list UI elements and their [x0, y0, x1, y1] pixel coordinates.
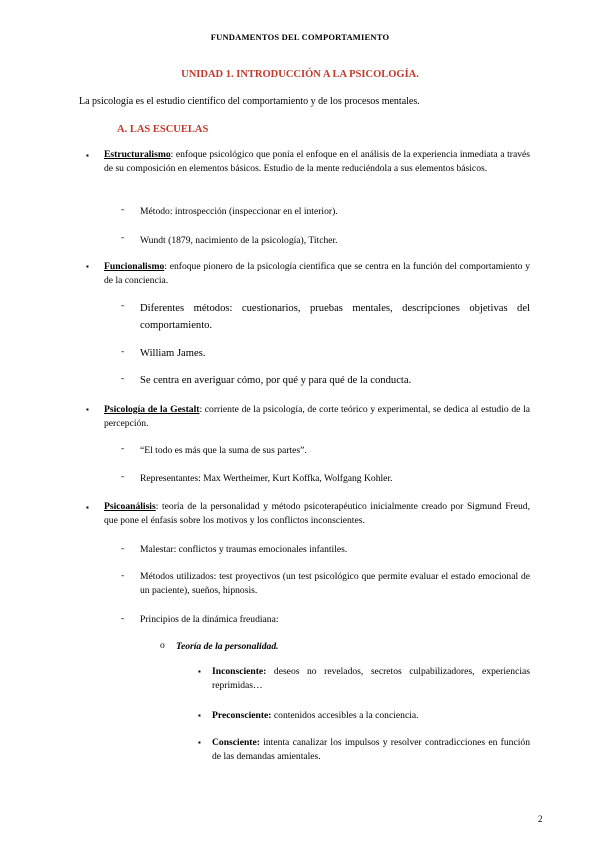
paragraph-gestalt: [104, 403, 530, 431]
paragraph-estructuralismo: [104, 148, 530, 176]
list-item: Método: introspección (inspeccionar en el interior).: [140, 206, 338, 217]
dash-bullet-icon: -: [121, 300, 125, 311]
list-item: Representantes: Max Wertheimer, Kurt Koffka, Wolfgang Kohler.: [140, 473, 393, 484]
section-title: A. LAS ESCUELAS: [117, 124, 209, 135]
square-bullet-icon: ▪: [86, 405, 89, 414]
term-estructuralismo: Estructuralismo: [104, 149, 171, 160]
unit-title: UNIDAD 1. INTRODUCCIÓN A LA PSICOLOGÍA.: [181, 69, 419, 80]
term-funcionalismo: Funcionalismo: [104, 261, 165, 272]
square-bullet-icon: ▪: [198, 738, 201, 747]
paragraph-funcionalismo: [104, 260, 530, 288]
definition-estructuralismo: : enfoque psicológico que ponía el enfoque en el análisis de la experiencia inmediata a través de su composición en elementos básicos. Estudio de la mente reduciéndola a sus elementos básicos.: [104, 149, 530, 174]
square-bullet-icon: ▪: [86, 503, 89, 512]
subheading-personalidad: Teoría de la personalidad.: [176, 641, 279, 652]
level-preconsciente: [212, 709, 530, 723]
square-bullet-icon: ▪: [86, 151, 89, 160]
term-inconsciente: Inconsciente:: [212, 666, 267, 677]
term-psicoanalisis: Psicoanálisis: [104, 501, 156, 512]
square-bullet-icon: ▪: [86, 262, 89, 271]
list-item: Wundt (1879, nacimiento de la psicología), Titcher.: [140, 235, 338, 246]
dash-bullet-icon: -: [121, 373, 125, 384]
dash-bullet-icon: -: [121, 232, 125, 243]
dash-bullet-icon: -: [121, 346, 125, 357]
definition-inconsciente: deseos no revelados, secretos culpabilizadores, experiencias reprimidas…: [212, 666, 530, 691]
term-consciente: Consciente:: [212, 737, 260, 748]
definition-gestalt: : corriente de la psicología, de corte teórico y experimental, se dedica al estudio de la percepción.: [104, 404, 531, 429]
term-gestalt: Psicología de la Gestalt: [104, 404, 200, 415]
circle-bullet-icon: o: [160, 640, 165, 651]
paragraph-psicoanalisis: [104, 500, 530, 528]
dash-bullet-icon: -: [121, 543, 125, 554]
dash-bullet-icon: -: [121, 570, 125, 581]
square-bullet-icon: ▪: [198, 711, 201, 720]
list-item: “El todo es más que la suma de sus partes”.: [140, 445, 307, 456]
term-preconsciente: Preconsciente:: [212, 710, 272, 721]
list-item: Malestar: conflictos y traumas emocionales infantiles.: [140, 544, 348, 555]
dash-bullet-icon: -: [121, 443, 125, 454]
list-item: William James.: [140, 348, 206, 359]
dash-bullet-icon: -: [121, 613, 125, 624]
running-header: FUNDAMENTOS DEL COMPORTAMIENTO: [210, 32, 390, 42]
definition-funcionalismo: : enfoque pionero de la psicología científica que se centra en la función del comportamiento y de la conciencia.: [104, 261, 530, 286]
intro-paragraph: La psicología es el estudio científico del comportamiento y de los procesos mentales.: [79, 96, 420, 107]
square-bullet-icon: ▪: [198, 667, 201, 676]
level-consciente: [212, 736, 530, 764]
list-item: Se centra en averiguar cómo, por qué y para qué de la conducta.: [140, 375, 412, 386]
dash-bullet-icon: -: [121, 204, 125, 215]
definition-preconsciente: contenidos accesibles a la conciencia.: [271, 710, 419, 721]
list-item: Principios de la dinámica freudiana:: [140, 614, 279, 625]
definition-consciente: intenta canalizar los impulsos y resolver contradicciones en función de las demandas amientales.: [212, 737, 530, 762]
list-item: Diferentes métodos: cuestionarios, pruebas mentales, descripciones objetivas del comportamiento.: [140, 303, 530, 331]
level-inconsciente: [212, 665, 530, 693]
definition-psicoanalisis: : teoría de la personalidad y método psicoterapéutico inicialmente creado por Sigmund Freud, que pone el énfasis sobre los motivos y los conflictos inconscientes.: [104, 501, 530, 526]
list-item: Métodos utilizados: test proyectivos (un test psicológico que permite evaluar el estado emocional de un paciente), sueños, hipnosis.: [140, 571, 530, 596]
page-number: 2: [538, 814, 543, 824]
dash-bullet-icon: -: [121, 471, 125, 482]
